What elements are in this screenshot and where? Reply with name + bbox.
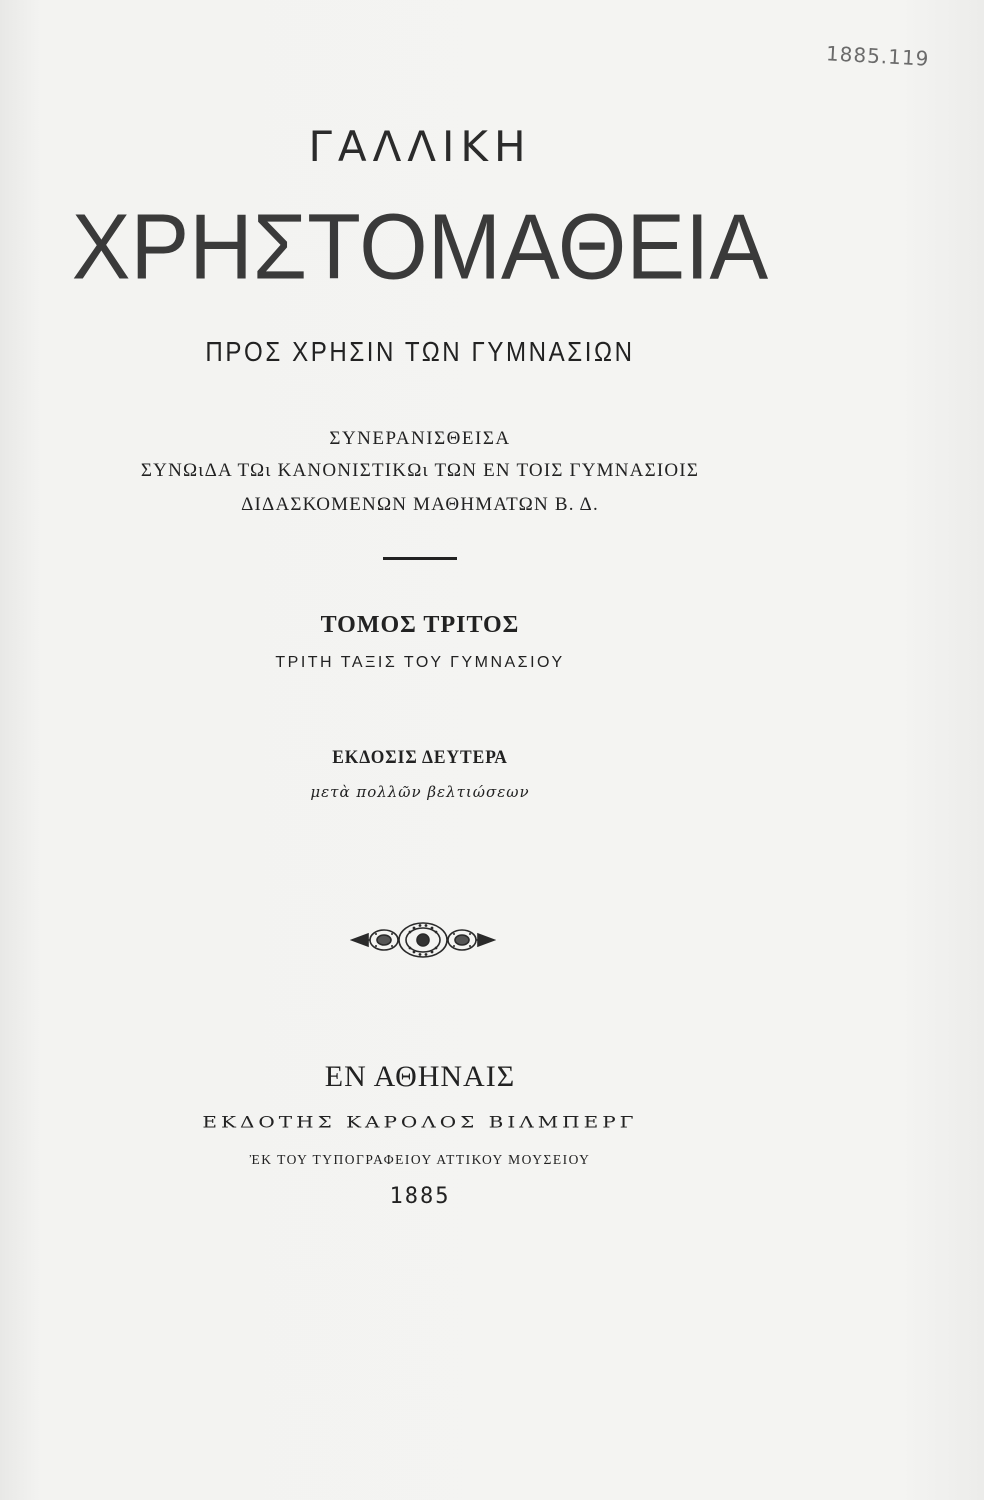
volume-title: ΤΟΜΟΣ ΤΡΙΤΟΣ (320, 612, 520, 638)
class-line: ΤΡΙΤΗ ΤΑΞΙΣ ΤΟΥ ΓΥΜΝΑΣΙΟΥ (275, 654, 565, 671)
compiled-heading: ΣΥΝΕΡΑΝΙΣΘΕΙΣΑ (329, 428, 511, 449)
printer-line: ἘΚ ΤΟΥ ΤΥΠΟΓΡΑΦΕΙΟΥ ΑΤΤΙΚΟΥ ΜΟΥΣΕΙΟΥ (249, 1152, 591, 1167)
compiled-line-2: ΔΙΔΑΣΚΟΜΕΝΩΝ ΜΑΘΗΜΑΤΩΝ Β. Δ. (241, 494, 599, 515)
subtitle: ΠΡΟΣ ΧΡΗΣΙΝ ΤΩΝ ΓΥΜΝΑΣΙΩΝ (205, 336, 635, 367)
edition-title: ΕΚΔΟΣΙΣ ΔΕΥΤΕΡΑ (332, 747, 508, 768)
improvements-note: μετὰ πολλῶν βελτιώσεων (310, 783, 530, 801)
catalog-number-handwritten: 1885.119 (825, 41, 930, 71)
publisher-line: ΕΚΔΟΤΗΣ ΚΑΡΟΛΟΣ ΒΙΛΜΠΕΡΓ (202, 1112, 638, 1132)
compiled-line-1: ΣΥΝΩιΔΑ ΤΩι ΚΑΝΟΝΙΣΤΙΚΩι ΤΩΝ ΕΝ ΤΟΙΣ ΓΥΜΝΑΣΙΟΙΣ (140, 460, 700, 481)
divider-rule (383, 557, 457, 560)
publication-year: 1885 (389, 1184, 451, 1209)
title-large: ΧΡΗΣΤΟΜΑΘΕΙΑ (71, 194, 769, 299)
printer-ornament-icon (350, 920, 496, 960)
title-small: ΓΑΛΛΙΚΗ (308, 122, 532, 171)
place-of-publication: ΕΝ ΑΘΗΝΑΙΣ (324, 1060, 516, 1093)
